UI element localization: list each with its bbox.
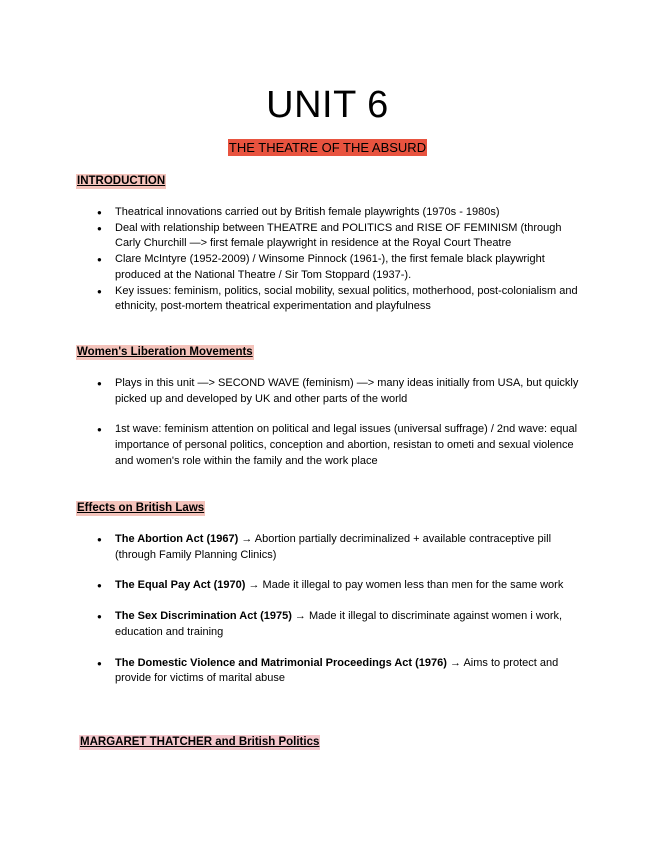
heading-thatcher: MARGARET THATCHER and British Politics: [80, 736, 320, 748]
heading-womens-liberation: Women's Liberation Movements: [77, 346, 253, 358]
law-name: The Abortion Act (1967): [115, 533, 239, 545]
list-item: ● Deal with relationship between THEATRE and POLITICS and RISE OF FEMINISM (through Carly Churchill —> first female playwright in residence at the Royal Court Theatre: [97, 221, 587, 252]
list-item: [97, 609, 587, 640]
page-title: UNIT 6: [266, 84, 389, 126]
list-item: ● Theatrical innovations carried out by British female playwrights (1970s - 1980s): [97, 205, 587, 221]
list-item: [97, 656, 587, 687]
page-subtitle: THE THEATRE OF THE ABSURD: [228, 140, 427, 155]
law-name: The Equal Pay Act (1970): [115, 579, 246, 592]
list-item: ● 1st wave: feminism attention on political and legal issues (universal suffrage) / 2nd wave: equal importance of personal politics, conception and abortion, resistan to ometi and sexual violence and women's role within the family and the work place: [97, 422, 587, 469]
list-item: [97, 578, 587, 594]
list-item: ● Key issues: feminism, politics, social mobility, sexual politics, motherhood, post-colonialism and ethnicity, post-mortem theatrical experimentation and playfulness: [97, 284, 587, 315]
law-description: → Aims to protect and provide for victims of marital abuse: [115, 656, 559, 685]
british-laws-list: [97, 532, 587, 687]
law-description: → Made it illegal to pay women less than men for the same work: [245, 579, 564, 592]
list-item: ● Clare McIntyre (1952-2009) / Winsome Pinnock (1961-), the first female black playwright produced at the National Theatre / Sir Tom Stoppard (1937-).: [97, 252, 587, 283]
list-item: ● Plays in this unit —> SECOND WAVE (feminism) —> many ideas initially from USA, but quickly picked up and developed by UK and other parts of the world: [97, 376, 587, 407]
law-name: The Sex Discrimination Act (1975): [115, 610, 292, 623]
womens-liberation-list: [97, 376, 587, 470]
subtitle-container: [0, 139, 655, 157]
law-description: → Abortion partially decriminalized + available contraceptive pill (through Family Planning Clinics): [115, 533, 552, 561]
law-description: → Made it illegal to discriminate against women i work, education and training: [115, 610, 563, 638]
heading-introduction: INTRODUCTION: [77, 175, 166, 187]
law-name: The Domestic Violence and Matrimonial Proceedings Act (1976): [115, 656, 447, 669]
list-item: [97, 532, 587, 563]
introduction-list: [97, 205, 587, 315]
heading-british-laws: Effects on British Laws: [77, 502, 205, 514]
